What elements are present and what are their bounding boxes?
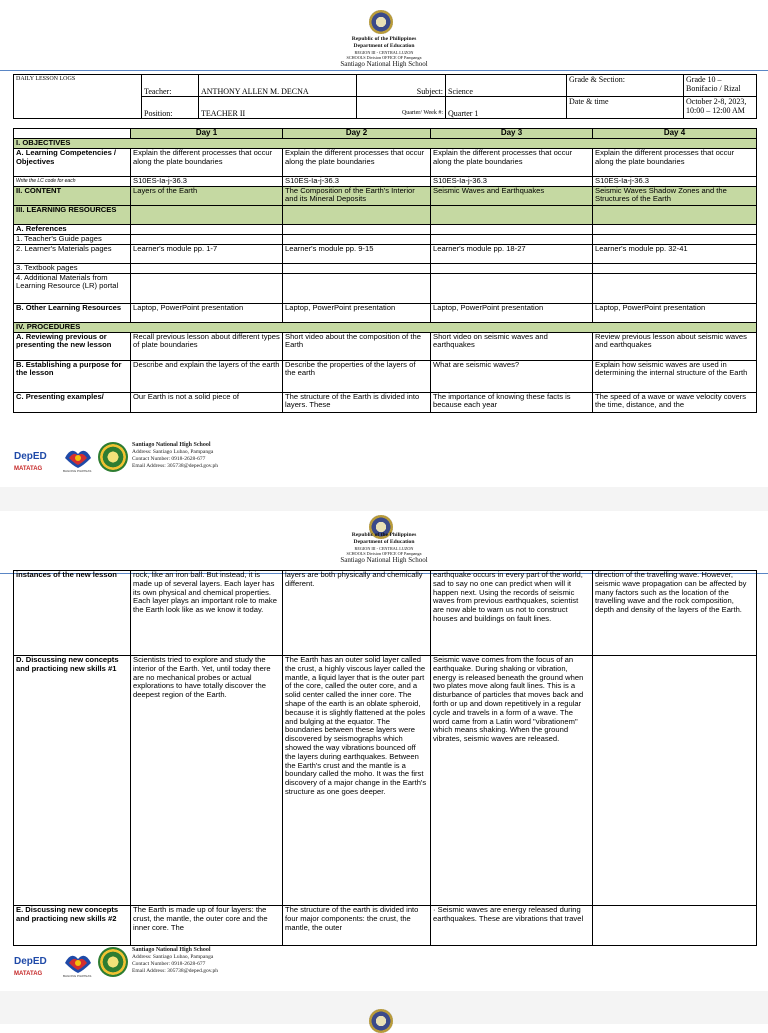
tg-day-1 [131, 234, 283, 244]
footer-school-name: Santiago National High School [132, 947, 211, 953]
purpose-day-2: Describe the properties of the layers of the earth [283, 360, 431, 392]
instances-label: instances of the new lesson [14, 571, 131, 656]
discussing-1-day-3: Seismic wave comes from the focus of an earthquake. During shaking or vibration, energy is released beneath the ground when two plates move along fault lines. This is a disturbance of particles that moves back and forth or up and down repetitively in a regular cycle and travels in a form of a wave. The word came from a Latin word "vibrationem" which means shaking. When the ground vibrates, seismic waves are released. [431, 656, 593, 906]
footer-address: Address: Santiago Lubao, Pampanga [132, 954, 214, 960]
presenting-day-4: The speed of a wave or wave velocity covers the time, distance, and the [593, 392, 757, 412]
page-gap [0, 487, 768, 511]
tg-label: 1. Teacher's Guide pages [14, 234, 131, 244]
position-value: TEACHER II [199, 97, 357, 119]
content-day-1: Layers of the Earth [131, 186, 283, 205]
discussing-1-label: D. Discussing new concepts and practicing new skills #1 [14, 656, 131, 906]
purpose-label: B. Establishing a purpose for the lesson [14, 360, 131, 392]
discussing-2-day-2: The structure of the earth is divided into four major components: the crust, the mantle, the outer [283, 906, 431, 946]
deped-seal-icon [369, 1009, 393, 1033]
tb-day-4 [593, 263, 757, 273]
competency-day-3: Explain the different processes that occur along the plate boundaries [431, 149, 593, 177]
deped-logo-icon [14, 446, 58, 474]
reviewing-day-1: Recall previous lesson about different types of plate boundaries [131, 332, 283, 360]
teacher-value: ANTHONY ALLEN M. DECNA [199, 75, 357, 97]
quarter-value: Quarter 1 [446, 97, 567, 119]
other-day-4: Laptop, PowerPoint presentation [593, 303, 757, 322]
add-day-1 [131, 273, 283, 303]
letterhead [0, 36, 768, 68]
reviewing-day-2: Short video about the composition of the Earth [283, 332, 431, 360]
matatag-wordmark: MATATAG [14, 466, 43, 472]
footer-school-name: Santiago National High School [132, 442, 211, 448]
footer-address: Address: Santiago Lubao, Pampanga [132, 449, 214, 455]
references-day-2 [283, 224, 431, 234]
resources-day-2 [283, 205, 431, 224]
resources-day-4 [593, 205, 757, 224]
lm-day-1: Learner's module pp. 1-7 [131, 244, 283, 263]
division-line: SCHOOLS Division OFFICE OF Pampanga [346, 55, 422, 60]
other-resources-label: B. Other Learning Resources [14, 303, 131, 322]
letterhead [0, 532, 768, 564]
log-title: DAILY LESSON LOGS [14, 75, 142, 119]
reviewing-day-4: Review previous lesson about seismic waves and earthquakes [593, 332, 757, 360]
footer-email: Email Address: 305738@deped.gov.ph [132, 968, 218, 974]
republic-line: Republic of the Philippines [351, 36, 417, 42]
competencies-label: A. Learning Competencies / Objectives [14, 149, 131, 177]
page-gap [0, 991, 768, 1024]
content-heading: II. CONTENT [14, 186, 131, 205]
instances-day-2: layers are both physically and chemically different. [283, 571, 431, 656]
lc-code-day-2: S10ES-Ia-j-36.3 [283, 177, 431, 187]
presenting-day-1: Our Earth is not a solid piece of [131, 392, 283, 412]
resources-day-3 [431, 205, 593, 224]
content-day-2: The Composition of the Earth's Interior and its Mineral Deposits [283, 186, 431, 205]
purpose-day-1: Describe and explain the layers of the earth [131, 360, 283, 392]
purpose-day-3: What are seismic waves? [431, 360, 593, 392]
presenting-day-3: The importance of knowing these facts is because each year [431, 392, 593, 412]
resources-day-1 [131, 205, 283, 224]
school-seal-icon [98, 947, 128, 977]
competency-day-2: Explain the different processes that occur along the plate boundaries [283, 149, 431, 177]
bagong-pilipinas-logo-icon [61, 949, 95, 981]
division-line: SCHOOLS Division OFFICE OF Pampanga [346, 551, 422, 556]
textbook-label: 3. Textbook pages [14, 263, 131, 273]
department-line: Department of Education [353, 539, 415, 545]
lm-label: 2. Learner's Materials pages [14, 244, 131, 263]
bagong-pilipinas-wordmark: BAGONG PILIPINAS [63, 469, 92, 473]
reviewing-label: A. Reviewing previous or presenting the new lesson [14, 332, 131, 360]
info-table [13, 74, 757, 119]
presenting-label: C. Presenting examples/ [14, 392, 131, 412]
other-day-1: Laptop, PowerPoint presentation [131, 303, 283, 322]
objectives-heading: I. OBJECTIVES [14, 139, 757, 149]
lm-day-4: Learner's module pp. 32-41 [593, 244, 757, 263]
school-line: Santiago National High School [340, 556, 428, 564]
lm-day-2: Learner's module pp. 9-15 [283, 244, 431, 263]
references-day-3 [431, 224, 593, 234]
teacher-label: Teacher: [142, 75, 199, 97]
competency-day-1: Explain the different processes that occur along the plate boundaries [131, 149, 283, 177]
content-day-4: Seismic Waves Shadow Zones and the Structures of the Earth [593, 186, 757, 205]
tb-day-2 [283, 263, 431, 273]
school-line: Santiago National High School [340, 60, 428, 68]
purpose-day-4: Explain how seismic waves are used in determining the internal structure of the Earth [593, 360, 757, 392]
discussing-1-day-4 [593, 656, 757, 906]
subject-label: Subject: [357, 75, 446, 97]
deped-logo-icon [14, 951, 58, 979]
deped-wordmark: DepED [14, 451, 47, 462]
lc-code-label: Write the LC code for each [14, 177, 131, 187]
instances-day-4: direction of the travelling wave. However, seismic wave propagation can be affected by many factors such as the location of the travelling wave and the rock composition, depth and density of the layers of the Earth. [593, 571, 757, 656]
corner-cell [14, 129, 131, 139]
competency-day-4: Explain the different processes that occur along the plate boundaries [593, 149, 757, 177]
deped-seal-icon [369, 10, 393, 34]
lc-code-day-3: S10ES-Ia-j-36.3 [431, 177, 593, 187]
content-day-3: Seismic Waves and Earthquakes [431, 186, 593, 205]
grade-value: Grade 10 – Bonifacio / Rizal [684, 75, 757, 97]
references-day-1 [131, 224, 283, 234]
presenting-day-2: The structure of the Earth is divided into layers. These [283, 392, 431, 412]
discussing-1-day-1: Scientists tried to explore and study the interior of the Earth. Yet, until today there are no mechanical probes or actual explorations to have totally discover the deepest region of the Earth. [131, 656, 283, 906]
resources-heading: III. LEARNING RESOURCES [14, 205, 131, 224]
quarter-label: Quarter/ Week #: [357, 97, 446, 119]
footer-email: Email Address: 305738@deped.gov.ph [132, 463, 218, 469]
region-line: REGION III - CENTRAL LUZON [354, 50, 414, 55]
references-day-4 [593, 224, 757, 234]
procedures-heading: IV. PROCEDURES [14, 322, 757, 332]
tb-day-3 [431, 263, 593, 273]
discussing-2-day-3: · Seismic waves are energy released during earthquakes. These are vibrations that travel [431, 906, 593, 946]
instances-day-1: rock, like an iron ball. But instead, it is made up of several layers. Each layer has its own physical and chemical properties. Each layer plays an important role to make the Earth look like as we know it today. [131, 571, 283, 656]
discussing-2-day-1: The Earth is made up of four layers: the crust, the mantle, the outer core and the inner core. The [131, 906, 283, 946]
add-day-3 [431, 273, 593, 303]
department-line: Department of Education [353, 43, 415, 49]
footer-contact-number: Contact Number: 0918-2628-677 [132, 961, 206, 967]
deped-wordmark: DepED [14, 956, 47, 967]
references-label: A. References [14, 224, 131, 234]
day-2-header: Day 2 [283, 129, 431, 139]
region-line: REGION III - CENTRAL LUZON [354, 546, 414, 551]
discussing-1-day-2: The Earth has an outer solid layer called the crust, a highly viscous layer called the mantle, a liquid layer that is the outer part of the core, called the outer core, and a solid center called the inner core. The shape of the earth is an oblate spheroid, because it is slightly flattened at the poles and bulging at the equator. The boundaries between these layers were discovered by seismographs which showed the way vibrations bounced off the layers during earthquakes. Between the Earth's crust and the mantle is a boundary called the moho. It was the first discovery of a major change in the Earth's structure as one goes deeper. [283, 656, 431, 906]
date-label: Date & time [567, 97, 684, 119]
grade-label: Grade & Section: [567, 75, 684, 97]
bagong-pilipinas-wordmark: BAGONG PILIPINAS [63, 974, 92, 978]
footer-contact [132, 947, 218, 975]
footer-contact [132, 442, 218, 470]
position-label: Position: [142, 97, 199, 119]
tg-day-2 [283, 234, 431, 244]
document-page-2 [0, 511, 768, 991]
reviewing-day-3: Short video on seismic waves and earthquakes [431, 332, 593, 360]
tg-day-3 [431, 234, 593, 244]
add-day-2 [283, 273, 431, 303]
document-page-1 [0, 0, 768, 487]
instances-day-3: earthquake occurs in every part of the world, sad to say no one can predict when will it happen next. Using the records of seismic waves from previous earthquakes, scientist are now able to warn us not to construct houses and buildings on fault lines. [431, 571, 593, 656]
day-3-header: Day 3 [431, 129, 593, 139]
tb-day-1 [131, 263, 283, 273]
school-seal-icon [98, 442, 128, 472]
other-day-2: Laptop, PowerPoint presentation [283, 303, 431, 322]
page-footer [14, 947, 414, 987]
bagong-pilipinas-logo-icon [61, 444, 95, 476]
lesson-table [13, 128, 757, 413]
lc-code-day-1: S10ES-Ia-j-36.3 [131, 177, 283, 187]
lm-day-3: Learner's module pp. 18-27 [431, 244, 593, 263]
additional-label: 4. Additional Materials from Learning Resource (LR) portal [14, 273, 131, 303]
date-value: October 2-8, 2023, 10:00 – 12:00 AM [684, 97, 757, 119]
matatag-wordmark: MATATAG [14, 971, 43, 977]
lc-code-day-4: S10ES-Ia-j-36.3 [593, 177, 757, 187]
republic-line: Republic of the Philippines [351, 532, 417, 538]
page-footer [14, 442, 414, 482]
day-4-header: Day 4 [593, 129, 757, 139]
discussing-2-day-4 [593, 906, 757, 946]
tg-day-4 [593, 234, 757, 244]
subject-value: Science [446, 75, 567, 97]
footer-contact-number: Contact Number: 0918-2628-677 [132, 456, 206, 462]
discussing-2-label: E. Discussing new concepts and practicing new skills #2 [14, 906, 131, 946]
header-rule [0, 70, 768, 71]
day-1-header: Day 1 [131, 129, 283, 139]
other-day-3: Laptop, PowerPoint presentation [431, 303, 593, 322]
add-day-4 [593, 273, 757, 303]
lesson-table-continued [13, 570, 757, 946]
